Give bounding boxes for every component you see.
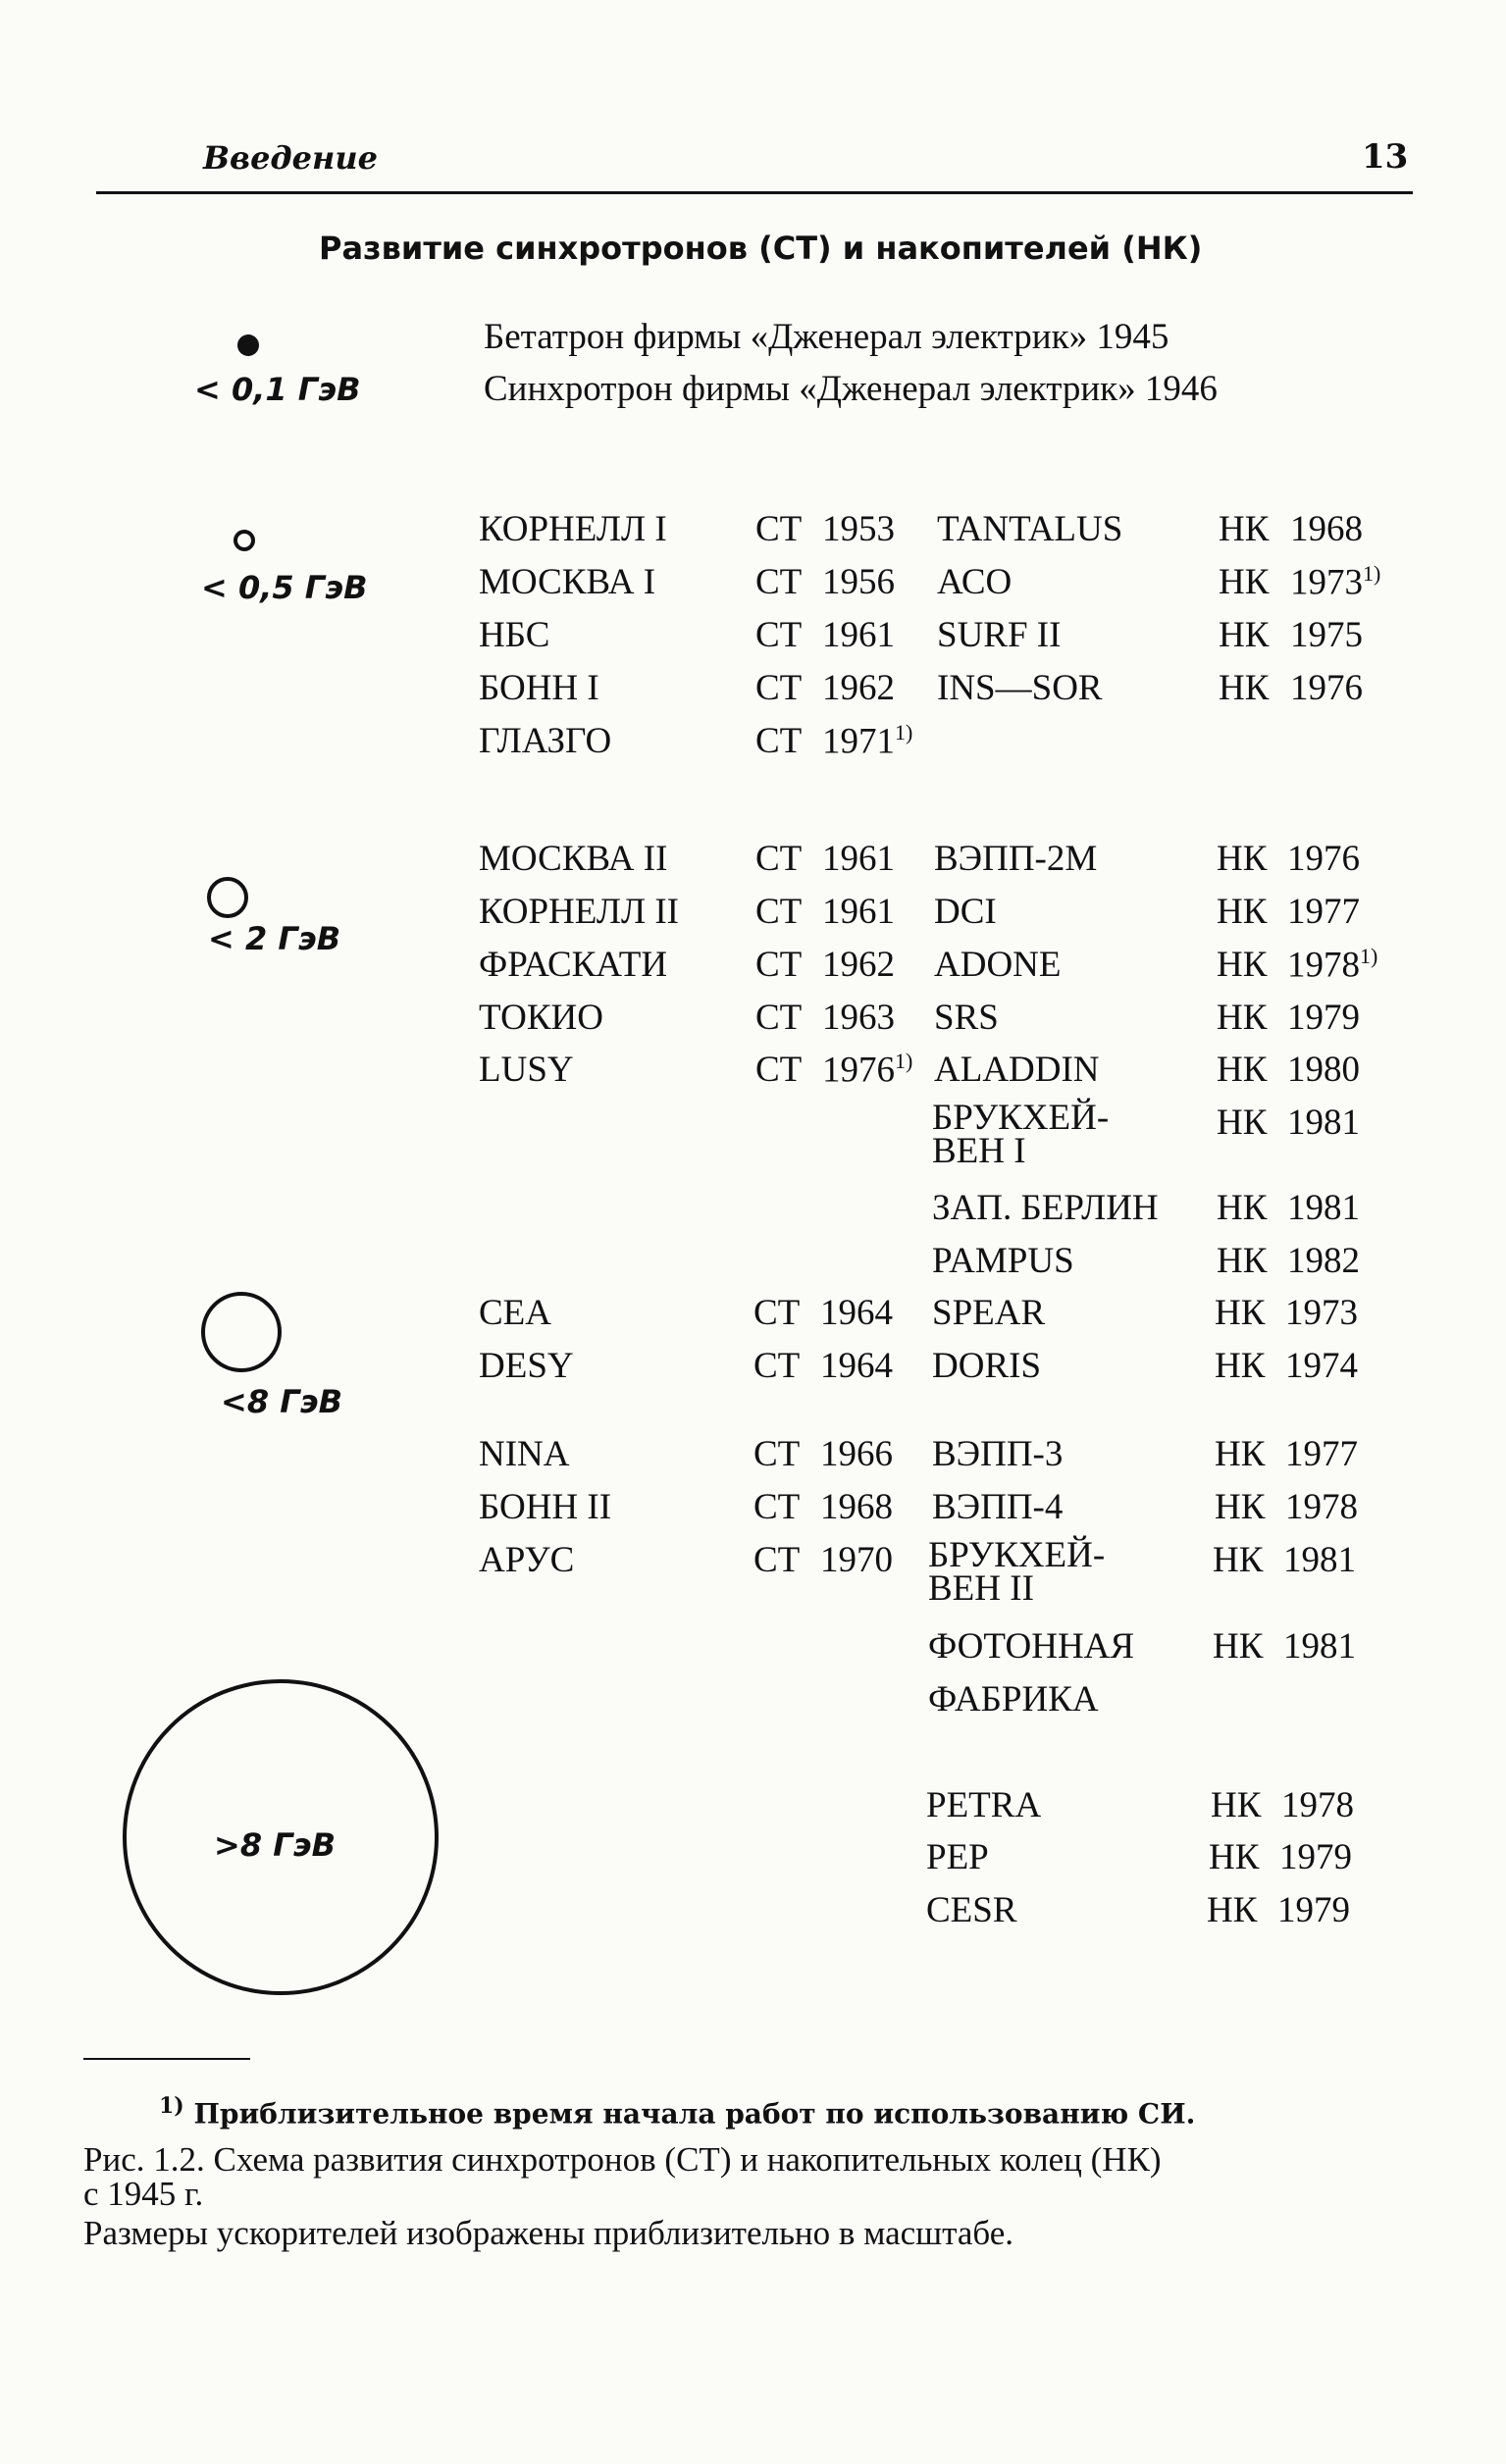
accelerator-type: СТ — [755, 945, 803, 985]
accelerator-year: 1979 — [1277, 1890, 1350, 1930]
accelerator-name: PEP — [926, 1837, 989, 1877]
accelerator-year: 1980 — [1287, 1050, 1360, 1090]
accelerator-name: ALADDIN — [934, 1050, 1100, 1090]
accelerator-name: АРУС — [479, 1540, 575, 1580]
accelerator-year: 1982 — [1287, 1241, 1360, 1281]
accelerator-year: 1979 — [1279, 1837, 1352, 1877]
accelerator-type: НК — [1217, 1188, 1268, 1228]
list-item: Бетатрон фирмы «Дженерал электрик» 1945 — [484, 317, 1169, 357]
accelerator-year: 1962 — [822, 945, 895, 985]
accelerator-name: НБС — [479, 615, 550, 655]
accelerator-name: ЗАП. БЕРЛИН — [932, 1188, 1159, 1228]
accelerator-type: СТ — [755, 892, 803, 932]
accelerator-year: 1973 — [1290, 562, 1363, 603]
accelerator-name: БОНН II — [479, 1487, 612, 1527]
accelerator-type: НК — [1209, 1837, 1260, 1877]
accelerator-type: НК — [1217, 1103, 1268, 1143]
accelerator-type: СТ — [753, 1346, 801, 1386]
accelerator-year: 1981 — [1283, 1540, 1356, 1580]
footnote-rule — [83, 2058, 250, 2060]
accelerator-name: SRS — [934, 998, 999, 1038]
footnote-marker: 1) — [159, 2093, 184, 2119]
accelerator-type: СТ — [755, 721, 803, 761]
accelerator-type: НК — [1217, 945, 1268, 985]
accelerator-type: СТ — [755, 668, 803, 708]
name-part: ВЕН II — [928, 1568, 1034, 1609]
accelerator-year: 1976 — [1290, 668, 1363, 708]
name-part: БРУКХЕЙ- — [928, 1535, 1106, 1575]
accelerator-year: 1953 — [822, 509, 895, 549]
accelerator-name: PAMPUS — [932, 1241, 1074, 1281]
energy-symbol-0-5-gev — [234, 530, 255, 551]
accelerator-year: 1981 — [1283, 1626, 1356, 1667]
energy-label: >8 ГэВ — [214, 1826, 336, 1864]
running-header-section: Введение — [203, 139, 378, 177]
accelerator-year: 1964 — [820, 1346, 893, 1386]
accelerator-name: ADONE — [934, 945, 1062, 985]
accelerator-name: ВЭПП-3 — [932, 1434, 1064, 1474]
accelerator-type: НК — [1215, 1346, 1266, 1386]
accelerator-type: НК — [1217, 998, 1268, 1038]
accelerator-year: 1966 — [820, 1434, 893, 1474]
accelerator-year: 1976 — [822, 1050, 895, 1091]
accelerator-year: 1961 — [822, 839, 895, 879]
accelerator-name: INS—SOR — [937, 668, 1103, 708]
accelerator-name: ТОКИО — [479, 998, 603, 1038]
accelerator-name: КОРНЕЛЛ II — [479, 892, 679, 932]
name-part: ВЕН I — [932, 1131, 1026, 1171]
accelerator-name: ВЭПП-2М — [934, 839, 1098, 879]
accelerator-type: НК — [1219, 562, 1270, 602]
energy-symbol-8-gev — [201, 1292, 282, 1372]
accelerator-year: 1977 — [1285, 1434, 1358, 1474]
accelerator-name: DORIS — [932, 1346, 1042, 1386]
accelerator-year: 1974 — [1285, 1346, 1358, 1386]
accelerator-name: DCI — [934, 892, 997, 932]
accelerator-type: НК — [1219, 615, 1270, 655]
accelerator-year: 1977 — [1287, 892, 1360, 932]
accelerator-type: НК — [1213, 1540, 1264, 1580]
accelerator-type: СТ — [755, 562, 803, 602]
accelerator-year: 1962 — [822, 668, 895, 708]
energy-label: < 0,1 ГэВ — [194, 371, 361, 408]
footnote-marker: 1) — [895, 1049, 913, 1073]
accelerator-type: НК — [1215, 1487, 1266, 1527]
list-item: Синхротрон фирмы «Дженерал электрик» 1946 — [484, 369, 1218, 409]
page-number: 13 — [1362, 137, 1409, 177]
accelerator-name: CESR — [926, 1890, 1017, 1930]
energy-symbol-2-gev — [207, 877, 248, 918]
accelerator-name: МОСКВА I — [479, 562, 656, 602]
accelerator-name: SPEAR — [932, 1293, 1046, 1333]
accelerator-year: 1968 — [1290, 509, 1363, 549]
accelerator-name: LUSY — [479, 1050, 574, 1090]
figure-caption-line: Рис. 1.2. Схема развития синхротронов (СТ) и накопительных колец (НК) — [83, 2140, 1162, 2179]
accelerator-type: НК — [1219, 509, 1270, 549]
accelerator-name: CEA — [479, 1293, 551, 1333]
accelerator-name: ФАБРИКА — [928, 1679, 1099, 1720]
accelerator-year: 1956 — [822, 562, 895, 602]
accelerator-type: НК — [1215, 1434, 1266, 1474]
accelerator-type: СТ — [755, 1050, 803, 1090]
energy-label: < 0,5 ГэВ — [201, 569, 368, 606]
footnote-marker: 1) — [1360, 944, 1378, 968]
accelerator-name: МОСКВА II — [479, 839, 668, 879]
accelerator-name: DESY — [479, 1346, 574, 1386]
accelerator-type: НК — [1213, 1626, 1264, 1667]
accelerator-name: КОРНЕЛЛ I — [479, 509, 667, 549]
accelerator-year: 1981 — [1287, 1188, 1360, 1228]
accelerator-name: ВЭПП-4 — [932, 1487, 1064, 1527]
accelerator-year: 1978 — [1287, 945, 1360, 986]
accelerator-name: БОНН I — [479, 668, 599, 708]
accelerator-type: НК — [1211, 1785, 1262, 1825]
accelerator-year: 1970 — [820, 1540, 893, 1580]
footnote-marker: 1) — [1363, 561, 1381, 586]
header-rule — [96, 191, 1413, 194]
accelerator-year: 1978 — [1281, 1785, 1354, 1825]
footnote-marker: 1) — [895, 720, 913, 744]
accelerator-type: НК — [1215, 1293, 1266, 1333]
accelerator-name: ГЛАЗГО — [479, 721, 612, 761]
accelerator-name: ФРАСКАТИ — [479, 945, 668, 985]
accelerator-year: 1968 — [820, 1487, 893, 1527]
figure-title: Развитие синхротронов (СТ) и накопителей (НК) — [319, 230, 1203, 267]
accelerator-name: TANTALUS — [937, 509, 1123, 549]
energy-symbol-0-1-gev — [237, 334, 259, 356]
accelerator-year: 1963 — [822, 998, 895, 1038]
accelerator-year: 1973 — [1285, 1293, 1358, 1333]
accelerator-year: 1978 — [1285, 1487, 1358, 1527]
accelerator-year: 1964 — [820, 1293, 893, 1333]
accelerator-type: СТ — [753, 1487, 801, 1527]
accelerator-type: НК — [1217, 839, 1268, 879]
accelerator-year: 1981 — [1287, 1103, 1360, 1143]
accelerator-name: PETRA — [926, 1785, 1042, 1825]
accelerator-year: 1961 — [822, 892, 895, 932]
accelerator-name: ФОТОННАЯ — [928, 1626, 1135, 1667]
accelerator-type: НК — [1207, 1890, 1258, 1930]
name-part: БРУКХЕЙ- — [932, 1098, 1110, 1138]
footnote — [159, 2093, 1195, 2130]
energy-label: <8 ГэВ — [221, 1383, 342, 1420]
accelerator-type: СТ — [753, 1434, 801, 1474]
accelerator-year: 1961 — [822, 615, 895, 655]
accelerator-type: СТ — [755, 509, 803, 549]
accelerator-name: АСО — [937, 562, 1013, 602]
accelerator-type: СТ — [753, 1293, 801, 1333]
accelerator-type: СТ — [755, 839, 803, 879]
figure-caption-line: Размеры ускорителей изображены приблизительно в масштабе. — [83, 2214, 1014, 2252]
accelerator-name — [932, 1098, 1110, 1171]
accelerator-type: НК — [1217, 1050, 1268, 1090]
accelerator-name — [928, 1535, 1106, 1609]
accelerator-type: НК — [1217, 892, 1268, 932]
accelerator-year: 1979 — [1287, 998, 1360, 1038]
accelerator-type: СТ — [753, 1540, 801, 1580]
accelerator-type: НК — [1219, 668, 1270, 708]
accelerator-name: SURF II — [937, 615, 1062, 655]
accelerator-year: 1971 — [822, 721, 895, 762]
figure-caption-line: с 1945 г. — [83, 2175, 204, 2213]
accelerator-year: 1975 — [1290, 615, 1363, 655]
energy-label: < 2 ГэВ — [208, 920, 341, 957]
footnote-text: Приблизительное время начала работ по использованию СИ. — [193, 2097, 1196, 2130]
accelerator-type: НК — [1217, 1241, 1268, 1281]
accelerator-year: 1976 — [1287, 839, 1360, 879]
accelerator-type: СТ — [755, 615, 803, 655]
accelerator-name: NINA — [479, 1434, 570, 1474]
accelerator-type: СТ — [755, 998, 803, 1038]
